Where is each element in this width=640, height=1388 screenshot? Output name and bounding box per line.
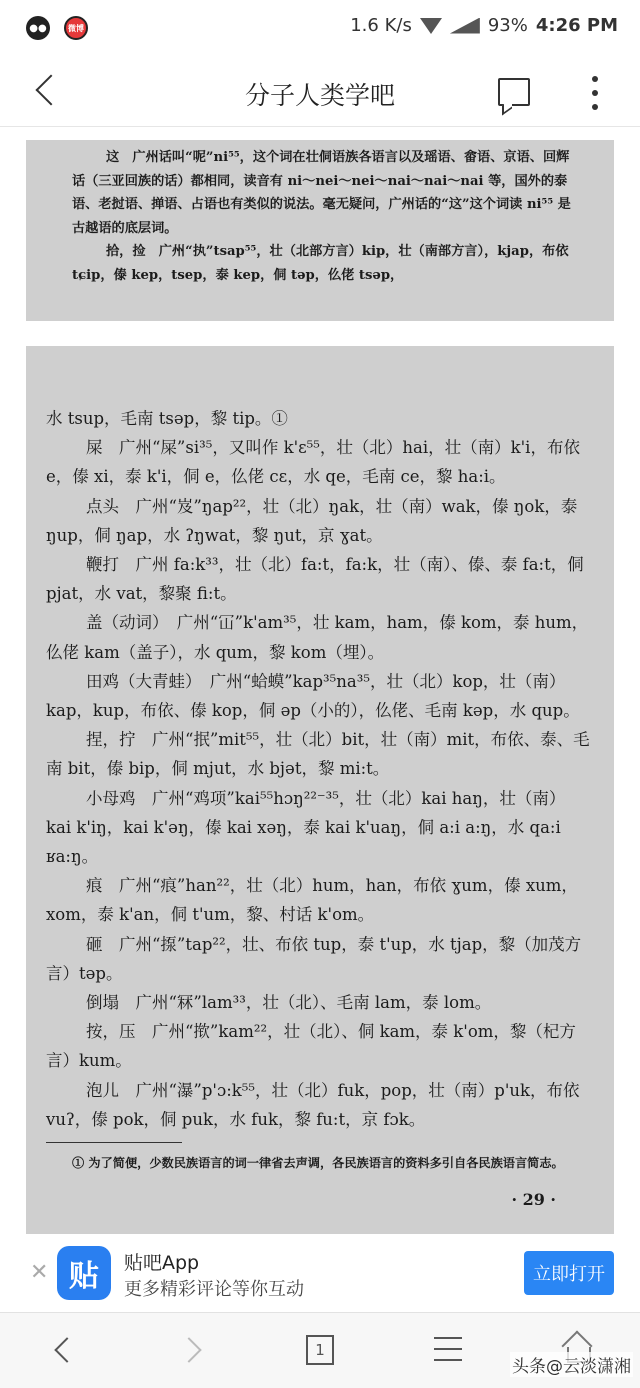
banner-subtitle: 更多精彩评论等你互动 bbox=[124, 1279, 304, 1300]
app-download-banner bbox=[0, 1234, 640, 1312]
scan-paragraph: 小母鸡 广州“鸡项”kai⁵⁵hɔŋ²²⁻³⁵，壮（北）kai haŋ，壮（南）kai k'iŋ，kai k'əŋ，傣 kai xəŋ，泰 kai k'uaŋ，侗 a:i a:ŋ，水 qa:i ʁa:ŋ。 bbox=[46, 788, 566, 867]
status-right bbox=[350, 15, 618, 36]
scan-paragraph: 田鸡（大青蛙） 广州“蛤蟆”kap³⁵na³⁵，壮（北）kop，壮（南）kap，kup，布依、傣 kop，侗 əp（小的），仫佬、毛南 kəp，水 qup。 bbox=[46, 671, 580, 721]
scan-1-text bbox=[26, 140, 614, 287]
forward-icon[interactable] bbox=[176, 1337, 201, 1362]
battery-level: 93% bbox=[487, 15, 528, 36]
scan-paragraph: 痕 广州“痕”han²²，壮（北）hum，han，布依 ɣum，傣 xum，xom，泰 k'an，侗 t'um，黎、村话 k'om。 bbox=[46, 876, 578, 925]
scanned-page-image-1[interactable] bbox=[26, 140, 614, 321]
scan-paragraph: 水 tsup，毛南 tsəp，黎 tip。① bbox=[46, 409, 288, 428]
top-bar bbox=[0, 56, 640, 127]
scan-paragraph: 屎 广州“屎”si³⁵，又叫作 k'ɛ⁵⁵，壮（北）hai，壮（南）k'i，布依 e，傣 xi，泰 k'i，侗 e，仫佬 cɛ，水 qe，毛南 ce，黎 ha:i。 bbox=[46, 438, 580, 487]
page-number: · 29 · bbox=[511, 1190, 556, 1210]
more-vertical-icon[interactable] bbox=[588, 76, 602, 110]
scan-paragraph: 盖（动词） 广州“冚”k'am³⁵，壮 kam，ham，傣 kom，泰 hum，仫佬 kam（盖子），水 qum，黎 kom（埋）。 bbox=[46, 613, 589, 662]
status-left-icons bbox=[26, 16, 88, 40]
status-bar bbox=[0, 0, 640, 56]
scan-paragraph: 砸 广州“揼”tap²²，壮、布依 tup，泰 t'up，水 tjap，黎（加茂方言）təp。 bbox=[46, 934, 582, 983]
wifi-icon bbox=[420, 18, 442, 34]
menu-icon[interactable] bbox=[434, 1337, 462, 1361]
game-controller-icon: ●● bbox=[26, 16, 50, 40]
clock: 4:26 PM bbox=[535, 15, 618, 36]
scan-paragraph: 鞭打 广州 fa:k³³，壮（北）fa:t，fa:k，壮（南）、傣、泰 fa:t，侗 pjat，水 vat，黎聚 fi:t。 bbox=[46, 555, 584, 604]
scan-2-text bbox=[26, 346, 614, 1214]
scan-1-line: 这 广州话叫“呢”ni⁵⁵，这个词在壮侗语族各语言以及瑶语、畲语、京语、回辉话（三亚回族的话）都相同，读音有 ni～nei～nei～nai～nai～nai 等，国外的泰语、老挝语、掸语、占语也有类似的说法。毫无疑问，广州话的“这”这个词读 ni⁵⁵ 是古越语的底层词。 bbox=[72, 150, 571, 236]
weibo-icon: 微博 bbox=[64, 16, 88, 40]
open-app-button[interactable]: 立即打开 bbox=[524, 1251, 614, 1295]
banner-title: 贴吧App bbox=[124, 1252, 200, 1274]
comment-icon[interactable] bbox=[498, 78, 530, 106]
scan-paragraph: 泡儿 广州“瀑”p'ɔ:k⁵⁵，壮（北）fuk，pop，壮（南）p'uk，布依 vuʔ，傣 pok，侗 puk，水 fuk，黎 fu:t，京 fɔk。 bbox=[46, 1080, 580, 1129]
network-speed: 1.6 K/s bbox=[350, 15, 412, 36]
scan-paragraph: 按，压 广州“揿”kam²²，壮（北）、侗 kam，泰 k'om，黎（杞方言）kum。 bbox=[46, 1022, 576, 1071]
close-icon[interactable]: ✕ bbox=[30, 1260, 49, 1285]
footnote: ① 为了简便，少数民族语言的词一律省去声调，各民族语言的资料多引自各民族语言简志。 bbox=[72, 1156, 564, 1171]
scan-1-line: 拾，捡 广州“执”tsap⁵⁵，壮（北部方言）kip，壮（南部方言），kjap，布依 tɕip，傣 kep，tsep，泰 kep，侗 təp，仫佬 tsəp， bbox=[72, 244, 569, 283]
back-icon[interactable] bbox=[54, 1337, 79, 1362]
tieba-logo-icon: 贴 bbox=[57, 1246, 111, 1300]
scan-paragraph: 倒塌 广州“冧”lam³³，壮（北）、毛南 lam，泰 lom。 bbox=[86, 993, 492, 1013]
scan-paragraph: 捏，拧 广州“抿”mit⁵⁵，壮（北）bit，壮（南）mit，布依、泰、毛南 bit，傣 bip，侗 mjut，水 bjət，黎 mi:t。 bbox=[46, 730, 590, 779]
watermark: 头条@云淡潇湘 bbox=[510, 1352, 633, 1377]
scan-paragraph: 点头 广州“岌”ŋap²²，壮（北）ŋak，壮（南）wak，傣 ŋok，泰 ŋup，侗 ŋap，水 ʔŋwat，黎 ŋut，京 ɣat。 bbox=[46, 496, 578, 545]
tabs-icon[interactable]: 1 bbox=[306, 1335, 334, 1365]
scanned-page-image-2[interactable] bbox=[26, 346, 614, 1234]
footnote-divider bbox=[46, 1142, 182, 1143]
page-title: 分子人类学吧 bbox=[244, 81, 395, 110]
signal-icon bbox=[450, 18, 480, 34]
